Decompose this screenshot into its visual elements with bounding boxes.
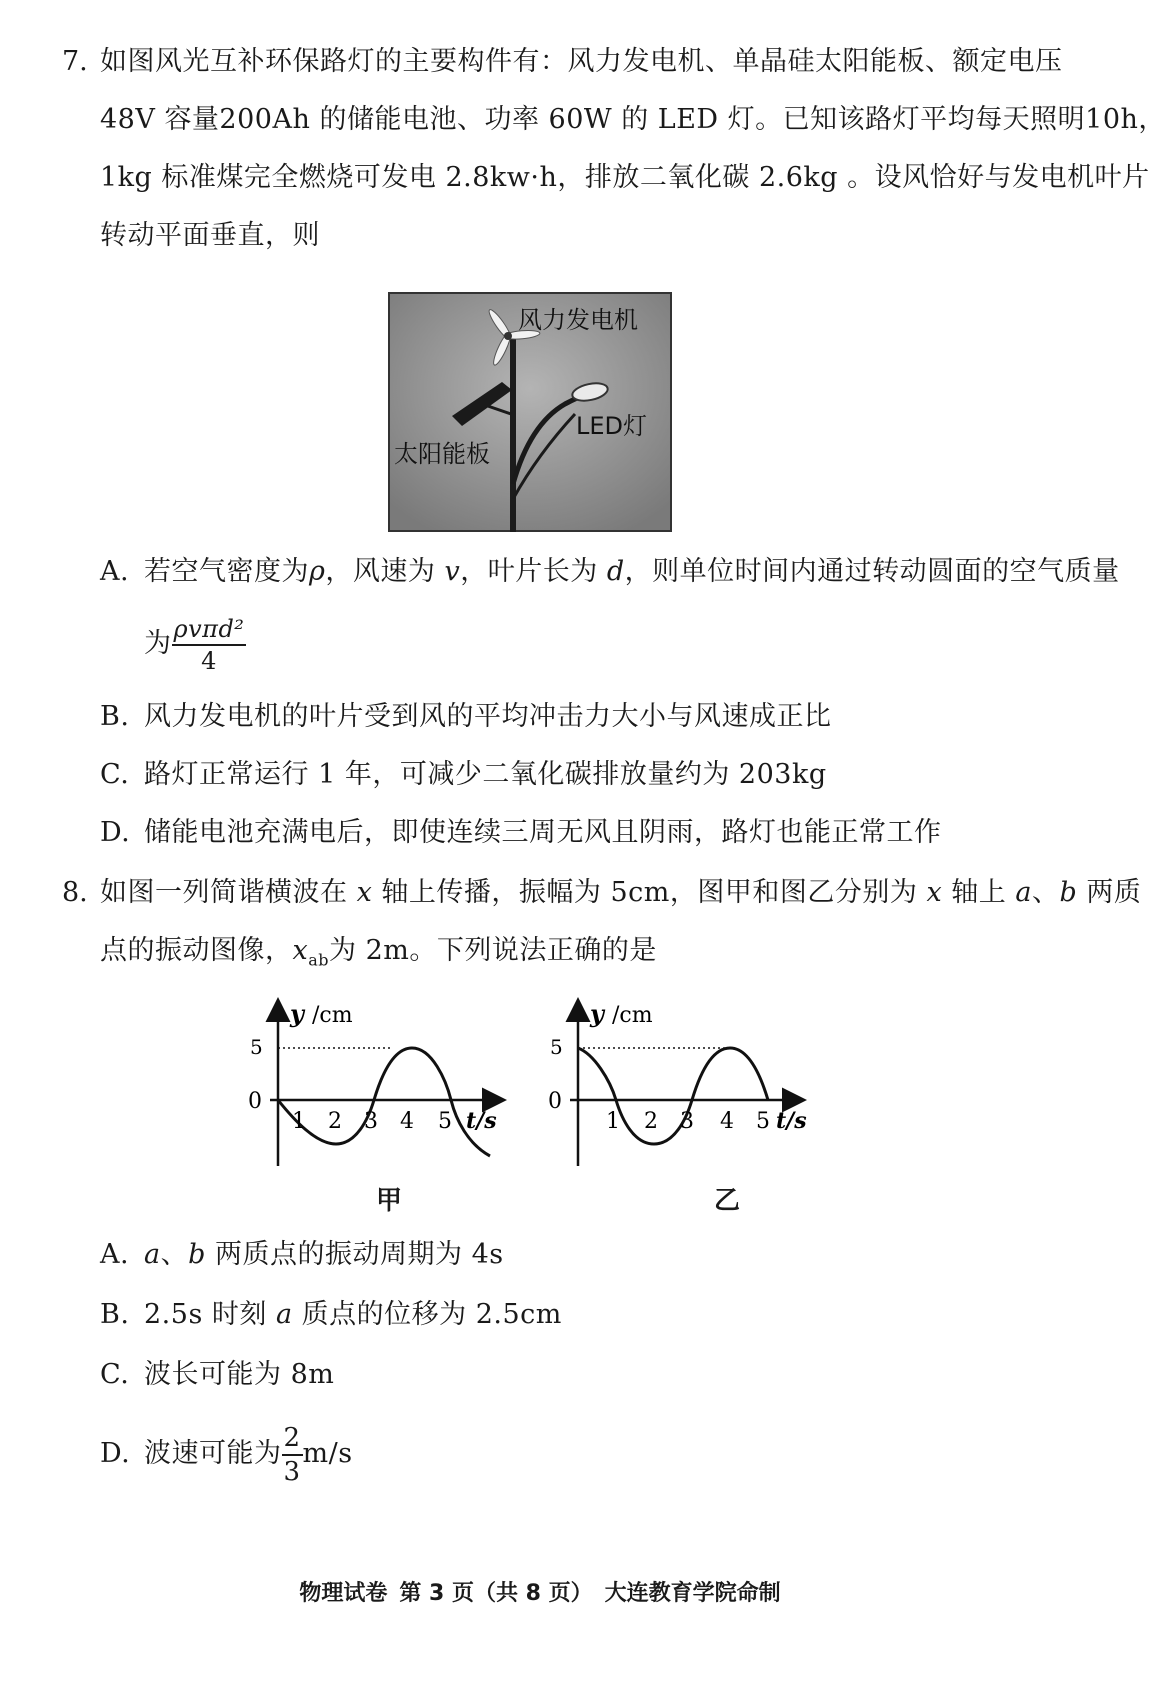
- q8-option-c-label: C.: [100, 1359, 130, 1390]
- graph-yi-y-tick-5: 5: [550, 1035, 563, 1059]
- graph-yi-x-tick-3: 3: [680, 1109, 694, 1134]
- q8-var-a: a: [1015, 877, 1032, 908]
- graph-yi-xlabel: t/s: [776, 1108, 807, 1134]
- q8-opt-a-text: 两质点的振动周期为 4s: [205, 1239, 504, 1270]
- label-led-lamp: LED灯: [576, 412, 648, 440]
- footer-author: 大连教育学院命制: [604, 1581, 781, 1606]
- graph-jia-curve: [278, 1048, 490, 1156]
- graph-jia-x-tick-5: 5: [438, 1109, 452, 1134]
- q8-option-b-label: B.: [100, 1299, 130, 1330]
- q8-var-xab: x: [292, 935, 309, 966]
- q7-fraction-numerator: ρvπd²: [172, 617, 247, 646]
- label-solar-panel: 太阳能板: [394, 440, 490, 468]
- graph-jia-ylabel-unit: /cm: [312, 1003, 353, 1028]
- q8-stem-1a: 如图一列简谐横波在: [100, 877, 357, 908]
- q8-opt-b-var-a: a: [275, 1299, 293, 1330]
- q7-option-c-text: 路灯正常运行 1 年，可减少二氧化碳排放量约为 203kg: [144, 759, 827, 790]
- q8-stem-2b: 为 2m。下列说法正确的是: [329, 935, 657, 966]
- q7-option-a-line-1: [100, 555, 1120, 589]
- graph-yi-x-tick-5: 5: [756, 1109, 770, 1134]
- graph-yi-ylabel-var: y: [590, 999, 604, 1028]
- q8-var-x-2: x: [926, 877, 943, 908]
- q8-option-c-text: 波长可能为 8m: [144, 1359, 335, 1390]
- q8-stem-1d: 、: [1032, 877, 1060, 908]
- graph-jia-caption: 甲: [376, 1186, 403, 1216]
- graph-yi-x-tick-4: 4: [720, 1109, 734, 1134]
- q7-option-a-line-2: [144, 616, 246, 673]
- q8-option-a: [100, 1238, 504, 1272]
- q8-stem-line-2: [100, 934, 657, 977]
- graph-yi-ylabel-unit: /cm: [612, 1003, 653, 1028]
- q7-stem-line-4: 转动平面垂直，则: [100, 220, 320, 251]
- label-wind-turbine: 风力发电机: [518, 306, 638, 334]
- graph-jia-x-tick-1: 1: [292, 1109, 306, 1134]
- q7-var-rho: ρ: [309, 556, 326, 587]
- q8-stem-line-1: [100, 876, 1141, 910]
- q8-opt-a-sep: 、: [160, 1239, 189, 1270]
- q8-option-d: [100, 1424, 353, 1485]
- q7-option-d: [100, 816, 942, 850]
- graph-yi-x-tick-2: 2: [644, 1109, 658, 1134]
- q8-var-x-1: x: [356, 877, 373, 908]
- graph-jia-origin: 0: [248, 1089, 262, 1114]
- q7-option-d-text: 储能电池充满电后，即使连续三周无风且阴雨，路灯也能正常工作: [144, 817, 942, 848]
- q8-stem-1b: 轴上传播，振幅为 5cm，图甲和图乙分别为: [372, 877, 927, 908]
- q7-stem-line-1: 如图风光互补环保路灯的主要构件有：风力发电机、单晶硅太阳能板、额定电压: [100, 46, 1063, 77]
- q7-option-b-label: B.: [100, 701, 130, 732]
- q8-opt-d-numerator: 2: [282, 1425, 303, 1456]
- q7-var-d: d: [606, 556, 625, 587]
- q8-var-xab-sub: ab: [308, 950, 330, 970]
- graph-jia-xlabel: t/s: [466, 1108, 497, 1134]
- graph-jia-x-tick-2: 2: [328, 1109, 342, 1134]
- q7-option-a-text-3: ，叶片长为: [460, 556, 607, 587]
- graph-jia-svg: [240, 996, 530, 1176]
- q7-option-d-label: D.: [100, 817, 131, 848]
- q8-option-c: [100, 1358, 334, 1392]
- q7-number: 7.: [62, 46, 88, 77]
- q8-stem-2a: 点的振动图像，: [100, 935, 293, 966]
- q8-stem-1c: 轴上: [942, 877, 1016, 908]
- q7-option-c: [100, 758, 827, 792]
- q8-opt-d-fraction: [282, 1422, 303, 1487]
- q7-option-c-label: C.: [100, 759, 130, 790]
- q7-option-b: [100, 700, 832, 734]
- q7-fraction-denominator: 4: [201, 646, 217, 675]
- graph-yi-caption: 乙: [714, 1186, 741, 1216]
- q8-opt-a-var-a: a: [144, 1239, 161, 1270]
- q7-option-a-fraction: [172, 614, 247, 675]
- q7-option-a-text-2: ，风速为: [325, 556, 445, 587]
- footer-page: 第 3 页（共 8 页）: [399, 1581, 593, 1606]
- graph-jia-x-tick-4: 4: [400, 1109, 414, 1134]
- graph-jia-ylabel-var: y: [290, 999, 304, 1028]
- q7-var-v: v: [444, 556, 461, 587]
- q7-option-b-text: 风力发电机的叶片受到风的平均冲击力大小与风速成正比: [144, 701, 832, 732]
- graph-jia-y-tick-5: 5: [250, 1035, 263, 1059]
- q8-opt-d-denominator: 3: [283, 1456, 301, 1487]
- q7-option-a-wei: 为: [144, 628, 172, 659]
- graph-yi-svg: [540, 996, 830, 1176]
- graph-yi: [540, 996, 830, 1176]
- q7-option-a-text-1: 若空气密度为: [144, 556, 309, 587]
- q8-stem-1e: 两质: [1077, 877, 1142, 908]
- graph-yi-x-tick-1: 1: [606, 1109, 620, 1134]
- street-lamp-photo: [388, 292, 672, 532]
- q8-opt-d-unit: m/s: [302, 1438, 353, 1469]
- q8-option-b: [100, 1298, 562, 1332]
- q8-option-a-label: A.: [100, 1239, 130, 1270]
- page-footer: [0, 1576, 1080, 1607]
- footer-subject: 物理试卷: [299, 1581, 388, 1606]
- graph-jia: [240, 996, 530, 1176]
- graph-yi-origin: 0: [548, 1089, 562, 1114]
- q8-option-d-label: D.: [100, 1438, 131, 1469]
- q7-stem-line-2: 48V 容量200Ah 的储能电池、功率 60W 的 LED 灯。已知该路灯平均每天照明10h，: [100, 104, 1166, 135]
- q7-stem-line-3: 1kg 标准煤完全燃烧可发电 2.8kw·h，排放二氧化碳 2.6kg 。设风恰好与发电机叶片: [100, 162, 1150, 193]
- q8-number: 8.: [62, 877, 88, 908]
- q8-opt-b-text-1: 2.5s 时刻: [144, 1299, 276, 1330]
- q7-option-a-label: A.: [100, 556, 130, 587]
- q8-var-b: b: [1059, 877, 1078, 908]
- q7-option-a-text-4: ，则单位时间内通过转动圆面的空气质量: [624, 556, 1120, 587]
- q8-opt-a-var-b: b: [188, 1239, 206, 1270]
- q8-opt-b-text-2: 质点的位移为 2.5cm: [292, 1299, 562, 1330]
- graph-jia-x-tick-3: 3: [364, 1109, 378, 1134]
- q8-opt-d-text-1: 波速可能为: [144, 1438, 282, 1469]
